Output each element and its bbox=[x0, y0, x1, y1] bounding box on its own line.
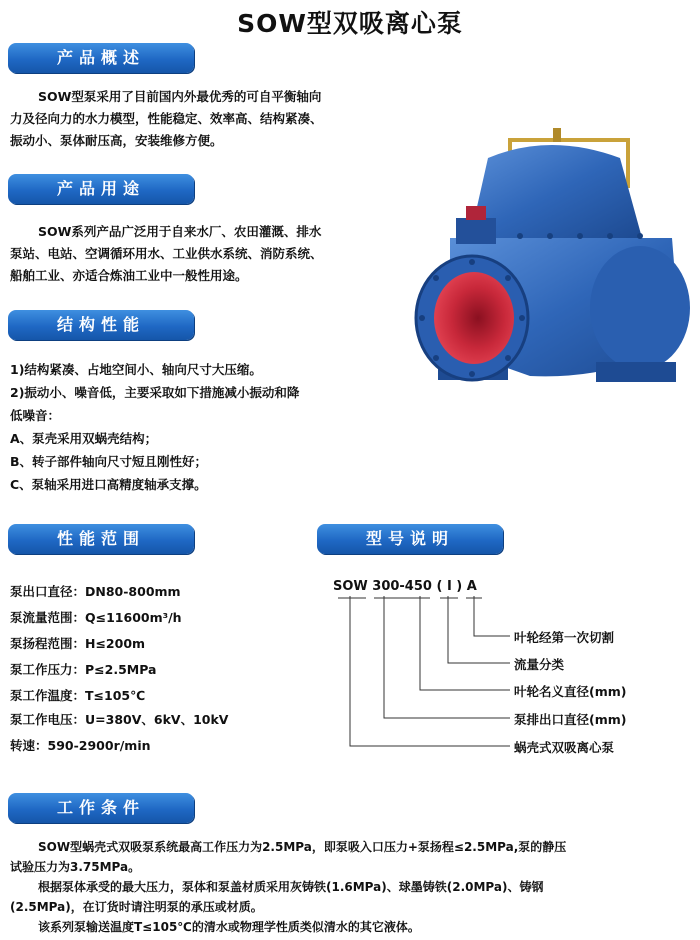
spec-head: 泵扬程范围：H≤200m bbox=[10, 636, 146, 651]
model-label-trim: 叶轮经第一次切割 bbox=[514, 630, 615, 645]
structure-line: 低噪音： bbox=[10, 408, 61, 423]
page-title: SOW型双吸离心泵 bbox=[237, 9, 463, 38]
overview-line: 力及径向力的水力模型，性能稳定、效率高、结构紧凑、 bbox=[10, 111, 323, 126]
conditions-text bbox=[10, 837, 694, 937]
usage-line: 泵站、电站、空调循环用水、工业供水系统、消防系统、 bbox=[10, 246, 323, 261]
section-heading-conditions: 工作条件 bbox=[8, 793, 194, 823]
model-label-impeller-diameter: 叶轮名义直径(mm) bbox=[514, 684, 627, 699]
structure-line: 1)结构紧凑、占地空间小、轴向尺寸大压缩。 bbox=[10, 362, 262, 377]
conditions-line: 该系列泵输送温度T≤105℃的清水或物理学性质类似清水的其它液体。 bbox=[38, 920, 420, 934]
model-label-pump-type: 蜗壳式双吸离心泵 bbox=[514, 740, 615, 755]
model-label-outlet-diameter: 泵排出口直径(mm) bbox=[514, 712, 627, 727]
spec-flow: 泵流量范围：Q≤11600m³/h bbox=[10, 610, 182, 625]
section-heading-model: 型号说明 bbox=[317, 524, 503, 554]
spec-voltage: 泵工作电压：U=380V、6kV、10kV bbox=[10, 712, 229, 727]
overview-line: SOW型泵采用了目前国内外最优秀的可自平衡轴向 bbox=[38, 89, 322, 104]
structure-line: B、转子部件轴向尺寸短且刚性好； bbox=[10, 454, 208, 469]
structure-line: 2)振动小、噪音低，主要采取如下措施减小振动和降 bbox=[10, 385, 300, 400]
model-label-flow-class: 流量分类 bbox=[514, 657, 565, 672]
section-heading-usage: 产品用途 bbox=[8, 174, 194, 204]
spec-temperature: 泵工作温度：T≤105℃ bbox=[10, 688, 146, 703]
spec-speed: 转速：590-2900r/min bbox=[10, 738, 151, 753]
overview-line: 振动小、泵体耐压高，安装维修方便。 bbox=[10, 133, 223, 148]
section-heading-range: 性能范围 bbox=[8, 524, 194, 554]
model-code: SOW 300-450 ( I ) A bbox=[333, 579, 477, 594]
structure-line: C、泵轴采用进口高精度轴承支撑。 bbox=[10, 477, 207, 492]
conditions-line: SOW型蜗壳式双吸泵系统最高工作压力为2.5MPa，即泵吸入口压力+泵扬程≤2.5MPa,泵的静压 bbox=[38, 840, 567, 854]
conditions-line: 试验压力为3.75MPa。 bbox=[10, 860, 141, 874]
usage-line: 船舶工业、亦适合炼油工业中一般性用途。 bbox=[10, 268, 248, 283]
section-heading-structure: 结构性能 bbox=[8, 310, 194, 340]
spec-pressure: 泵工作压力：P≤2.5MPa bbox=[10, 662, 157, 677]
conditions-line: (2.5MPa)，在订货时请注明泵的承压或材质。 bbox=[10, 900, 263, 914]
spec-outlet: 泵出口直径：DN80-800mm bbox=[10, 584, 181, 599]
structure-line: A、泵壳采用双蜗壳结构； bbox=[10, 431, 158, 446]
usage-line: SOW系列产品广泛用于自来水厂、农田灌溉、排水 bbox=[38, 224, 322, 239]
conditions-line: 根据泵体承受的最大压力，泵体和泵盖材质采用灰铸铁(1.6MPa)、球墨铸铁(2.0MPa)、铸钢 bbox=[38, 880, 544, 894]
section-heading-overview: 产品概述 bbox=[8, 43, 194, 73]
